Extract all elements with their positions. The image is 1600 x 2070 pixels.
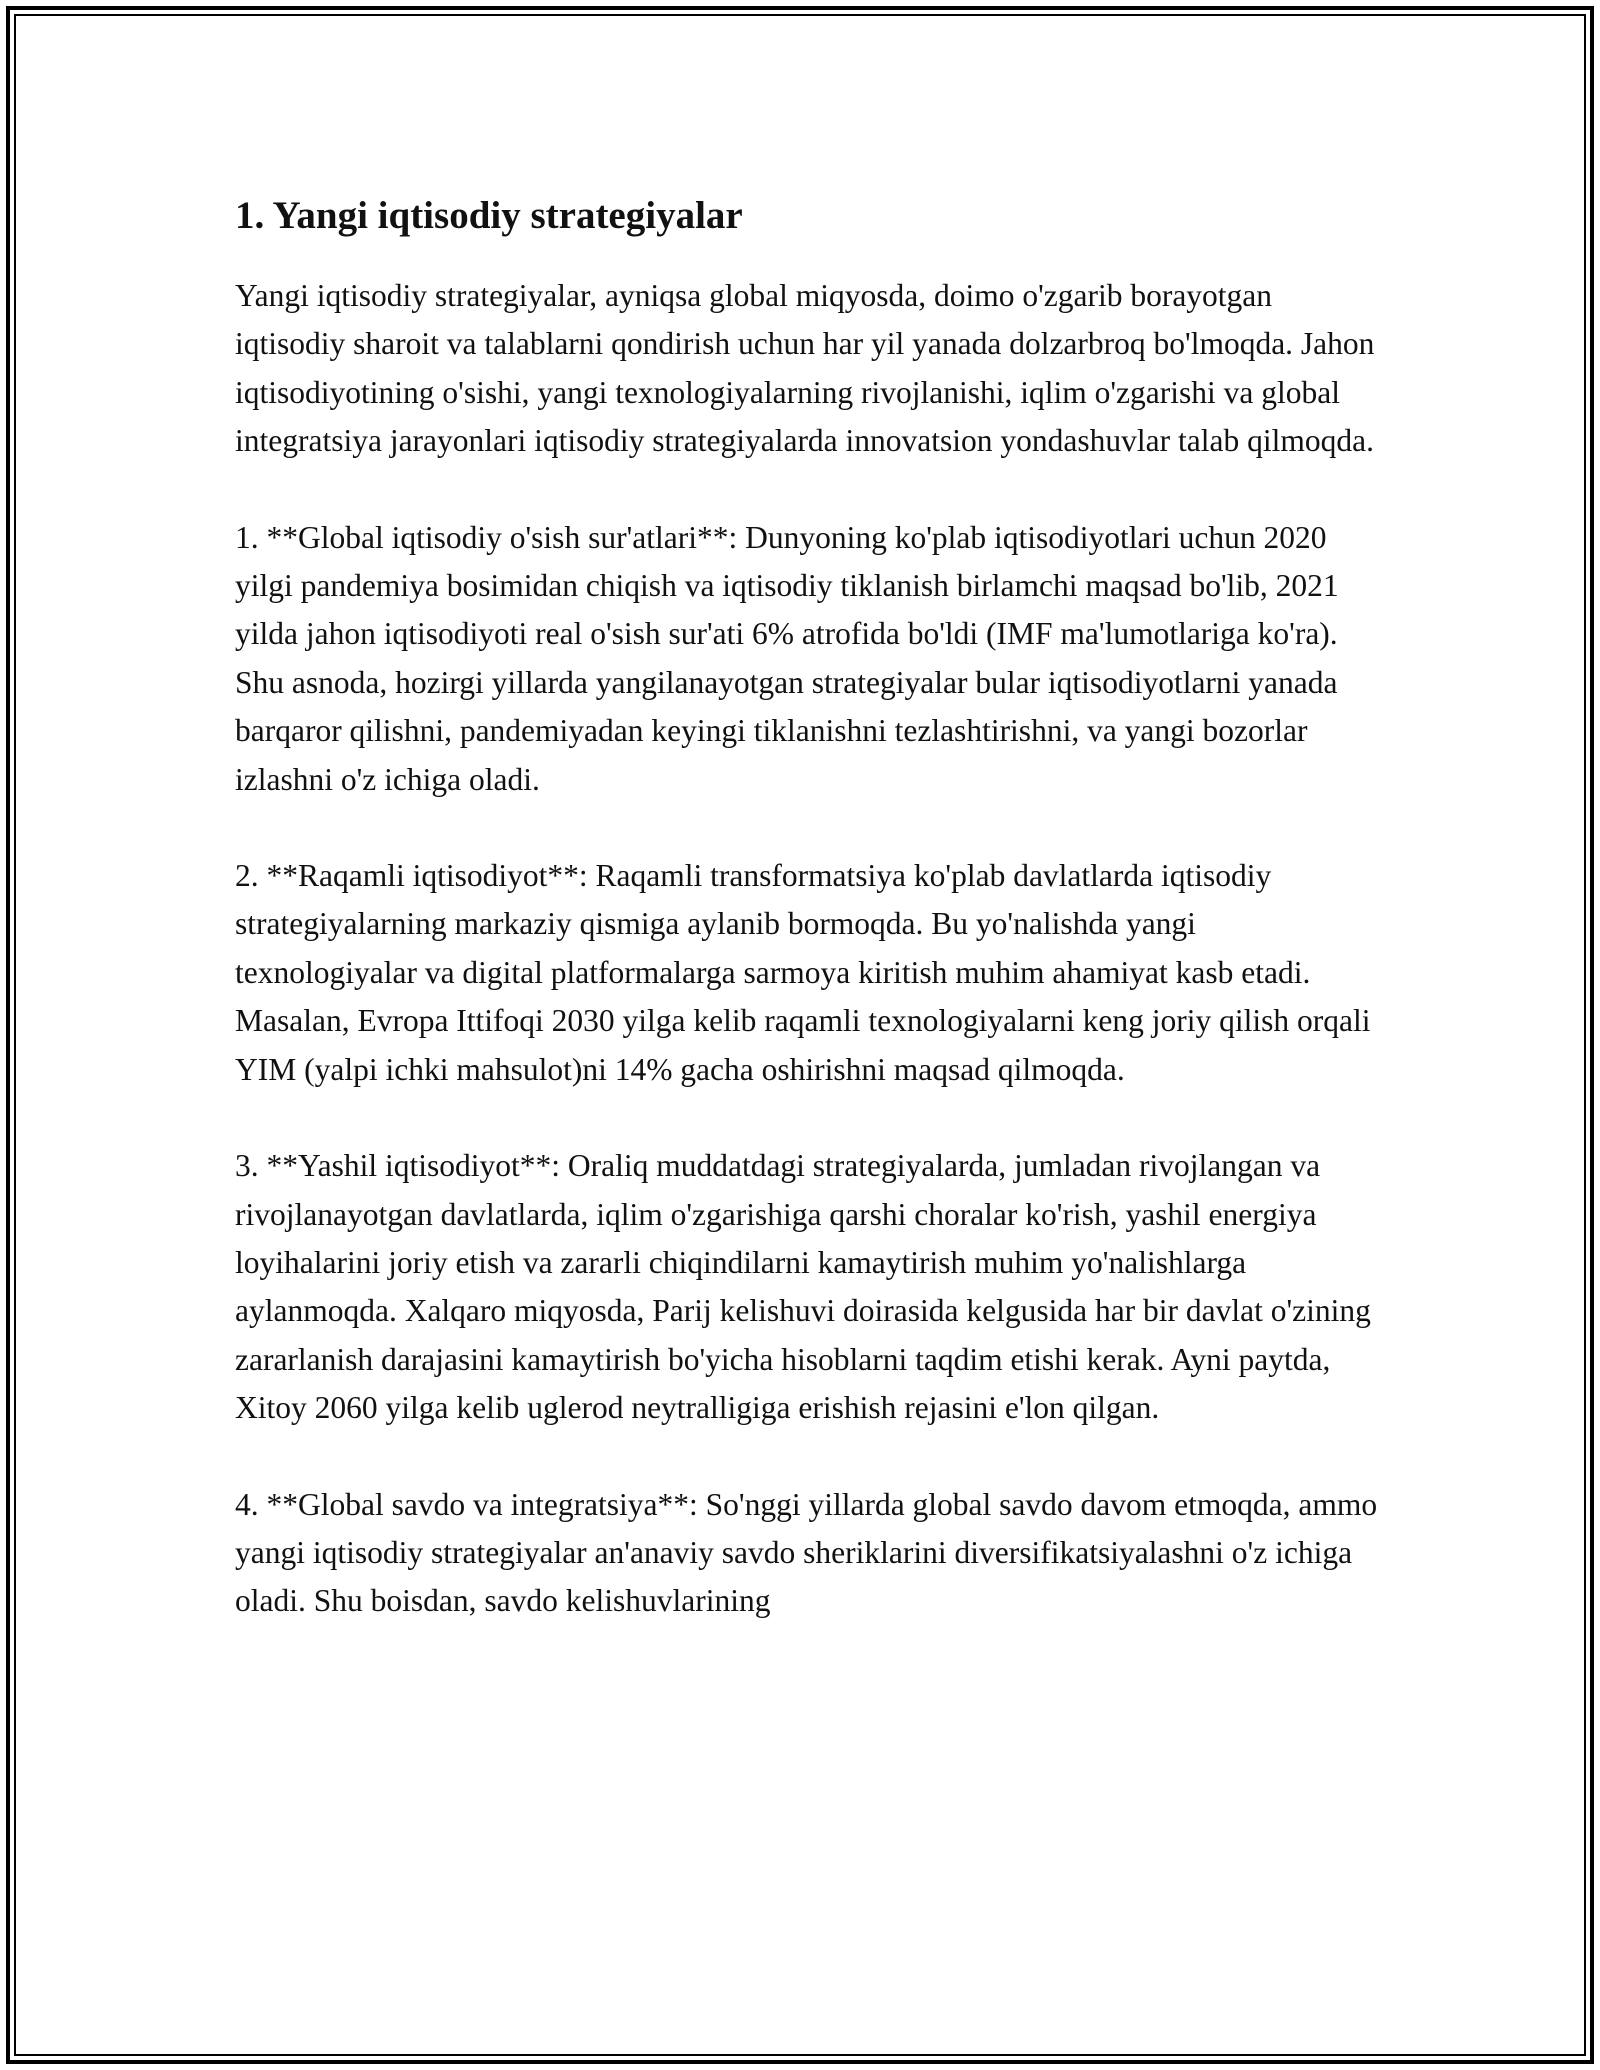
document-body bbox=[235, 188, 1385, 1626]
paragraph-green-economy: 3. **Yashil iqtisodiyot**: Oraliq muddatdagi strategiyalarda, jumladan rivojlangan va rivojlanayotgan davlatlarda, iqlim o'zgarishiga qarshi choralar ko'rish, yashil energiya loyihalarini joriy etish va zararli chiqindilarni kamaytirish muhim yo'nalishlarga aylanmoqda. Xalqaro miqyosda, Parij kelishuvi doirasida kelgusida har bir davlat o'zining zararlanish darajasini kamaytirish bo'yicha hisoblarni taqdim etishi kerak. Ayni paytda, Xitoy 2060 yilga kelib uglerod neytralligiga erishish rejasini e'lon qilgan. bbox=[235, 1148, 1371, 1426]
intro-paragraph: Yangi iqtisodiy strategiyalar, ayniqsa global miqyosda, doimo o'zgarib borayotgan iqtisodiy sharoit va talablarni qondirish uchun har yil yanada dolzarbroq bo'lmoqda. Jahon iqtisodiyotining o'sishi, yangi texnologiyalarning rivojlanishi, iqlim o'zgarishi va global integratsiya jarayonlari iqtisodiy strategiyalarda innovatsion yondashuvlar talab qilmoqda. bbox=[235, 278, 1375, 459]
paragraph-global-trade: 4. **Global savdo va integratsiya**: So'nggi yillarda global savdo davom etmoqda, ammo yangi iqtisodiy strategiyalar an'anaviy savdo sheriklarini diversifikatsiyalashni o'z ichiga oladi. Shu boisdan, savdo kelishuvlarining bbox=[235, 1486, 1378, 1619]
paragraph-digital-economy: 2. **Raqamli iqtisodiyot**: Raqamli transformatsiya ko'plab davlatlarda iqtisodiy strategiyalarning markaziy qismiga aylanib bormoqda. Bu yo'nalishda yangi texnologiyalar va digital platformalarga sarmoya kiritish muhim ahamiyat kasb etadi. Masalan, Evropa Ittifoqi 2030 yilga kelib raqamli texnologiyalarni keng joriy qilish orqali YIM (yalpi ichki mahsulot)ni 14% gacha oshirishni maqsad qilmoqda. bbox=[235, 858, 1371, 1087]
paragraph-global-growth: 1. **Global iqtisodiy o'sish sur'atlari**: Dunyoning ko'plab iqtisodiyotlari uchun 2020 yilgi pandemiya bosimidan chiqish va iqtisodiy tiklanish birlamchi maqsad bo'lib, 2021 yilda jahon iqtisodiyoti real o'sish sur'ati 6% atrofida bo'ldi (IMF ma'lumotlariga ko'ra). Shu asnoda, hozirgi yillarda yangilanayotgan strategiyalar bular iqtisodiyotlarni yanada barqaror qilishni, pandemiyadan keyingi tiklanishni tezlashtirishni, va yangi bozorlar izlashni o'z ichiga oladi. bbox=[235, 519, 1339, 797]
document-title: 1. Yangi iqtisodiy strategiyalar bbox=[235, 194, 743, 237]
